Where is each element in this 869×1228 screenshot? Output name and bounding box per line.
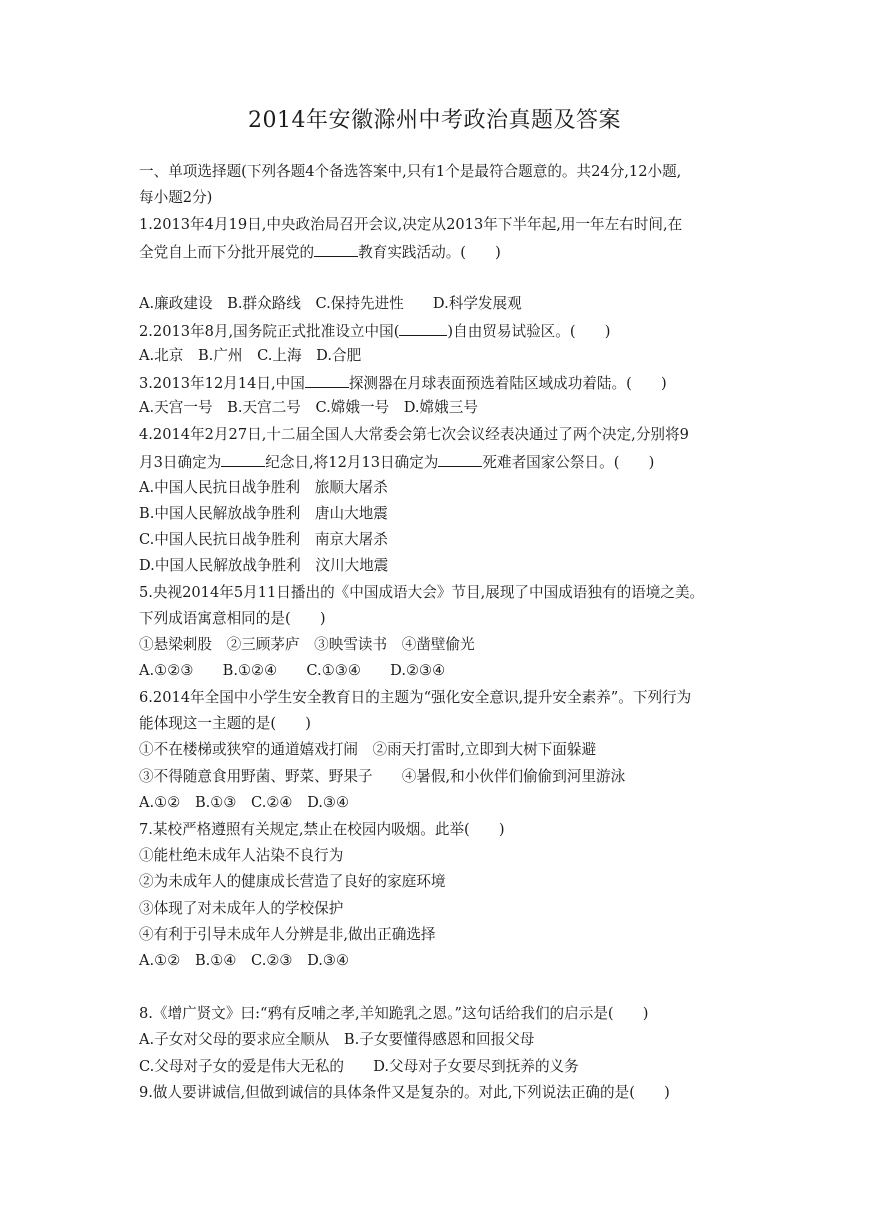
q1-options: A.廉政建设 B.群众路线 C.保持先进性 D.科学发展观 xyxy=(139,295,522,312)
q2-stem-part-b: )自由贸易试验区。( ) xyxy=(447,323,611,340)
q6-stem-line2: 能体现这一主题的是( ) xyxy=(139,715,311,732)
q3-stem xyxy=(139,372,667,394)
q1-stem-part-a: 全党自上而下分批开展党的 xyxy=(139,244,315,261)
q8-options-line1: A.子女对父母的要求应全顺从 B.子女要懂得感恩和回报父母 xyxy=(139,1031,535,1048)
q4-stem-part-b: 纪念日,将12月13日确定为 xyxy=(265,454,439,471)
q7-item-3: ③体现了对未成年人的学校保护 xyxy=(139,900,344,917)
q1-stem-line2 xyxy=(139,241,501,263)
q1-answer-blank xyxy=(314,241,358,257)
q4-stem-part-a: 月3日确定为 xyxy=(139,454,222,471)
q2-answer-blank xyxy=(399,320,447,336)
q3-options: A.天宫一号 B.天宫二号 C.嫦娥一号 D.嫦娥三号 xyxy=(139,399,478,416)
q3-answer-blank xyxy=(305,372,349,388)
q8-options-line2: C.父母对子女的爱是伟大无私的 D.父母对子女要尽到抚养的义务 xyxy=(139,1058,579,1075)
q4-option-a: A.中国人民抗日战争胜利 旅顺大屠杀 xyxy=(139,479,388,496)
q5-options: A.①②③ B.①②④ C.①③④ D.②③④ xyxy=(139,662,446,679)
q4-stem-part-c: 死难者国家公祭日。( ) xyxy=(482,454,655,471)
q2-stem xyxy=(139,320,610,342)
q5-stem-line1: 5.央视2014年5月11日播出的《中国成语大会》节目,展现了中国成语独有的语境之美。 xyxy=(139,584,705,601)
q6-items-line2: ③不得随意食用野菌、野菜、野果子 ④暑假,和小伙伴们偷偷到河里游泳 xyxy=(139,768,626,785)
q4-answer-blank-2 xyxy=(438,451,482,467)
section-heading-line2: 每小题2分) xyxy=(139,189,213,206)
q6-items-line1: ①不在楼梯或狭窄的通道嬉戏打闹 ②雨天打雷时,立即到大树下面躲避 xyxy=(139,741,597,758)
q3-stem-part-b: 探测器在月球表面预选着陆区域成功着陆。( ) xyxy=(348,375,667,392)
q6-stem-line1: 6.2014年全国中小学生安全教育日的主题为“强化安全意识,提升安全素养”。下列行为 xyxy=(139,689,692,706)
q7-item-1: ①能杜绝未成年人沾染不良行为 xyxy=(139,847,344,864)
q4-stem-line1: 4.2014年2月27日,十二届全国人大常委会第七次会议经表决通过了两个决定,分别将9 xyxy=(139,426,689,443)
q4-option-c: C.中国人民抗日战争胜利 南京大屠杀 xyxy=(139,531,388,548)
q5-stem-line2: 下列成语寓意相同的是( ) xyxy=(139,610,326,627)
q7-item-2: ②为未成年人的健康成长营造了良好的家庭环境 xyxy=(139,873,446,890)
q4-answer-blank-1 xyxy=(221,451,265,467)
q1-stem-part-b: 教育实践活动。( ) xyxy=(358,244,501,261)
q7-item-4: ④有利于引导未成年人分辨是非,做出正确选择 xyxy=(139,926,436,943)
q3-stem-part-a: 3.2013年12月14日,中国 xyxy=(139,375,305,392)
q9-stem: 9.做人要讲诚信,但做到诚信的具体条件又是复杂的。对此,下列说法正确的是( ) xyxy=(139,1084,670,1101)
q7-options: A.①② B.①④ C.②③ D.③④ xyxy=(139,952,350,969)
q1-stem-line1: 1.2013年4月19日,中央政治局召开会议,决定从2013年下半年起,用一年左右时间,在 xyxy=(139,216,683,233)
q2-stem-part-a: 2.2013年8月,国务院正式批准设立中国( xyxy=(139,323,400,340)
q2-options: A.北京 B.广州 C.上海 D.合肥 xyxy=(139,347,362,364)
q6-options: A.①② B.①③ C.②④ D.③④ xyxy=(139,794,350,811)
q5-items: ①悬梁刺股 ②三顾茅庐 ③映雪读书 ④凿壁偷光 xyxy=(139,636,475,653)
q4-option-d: D.中国人民解放战争胜利 汶川大地震 xyxy=(139,557,389,574)
page-title: 2014年安徽滁州中考政治真题及答案 xyxy=(248,108,621,133)
q8-stem: 8.《增广贤文》曰:“鸦有反哺之孝,羊知跪乳之恩。”这句话给我们的启示是( ) xyxy=(139,1005,649,1022)
section-heading-line1: 一、单项选择题(下列各题4个备选答案中,只有1个是最符合题意的。共24分,12小题, xyxy=(139,163,682,180)
q4-stem-line2 xyxy=(139,451,654,473)
q4-option-b: B.中国人民解放战争胜利 唐山大地震 xyxy=(139,505,388,522)
q7-stem: 7.某校严格遵照有关规定,禁止在校园内吸烟。此举( ) xyxy=(139,821,505,838)
